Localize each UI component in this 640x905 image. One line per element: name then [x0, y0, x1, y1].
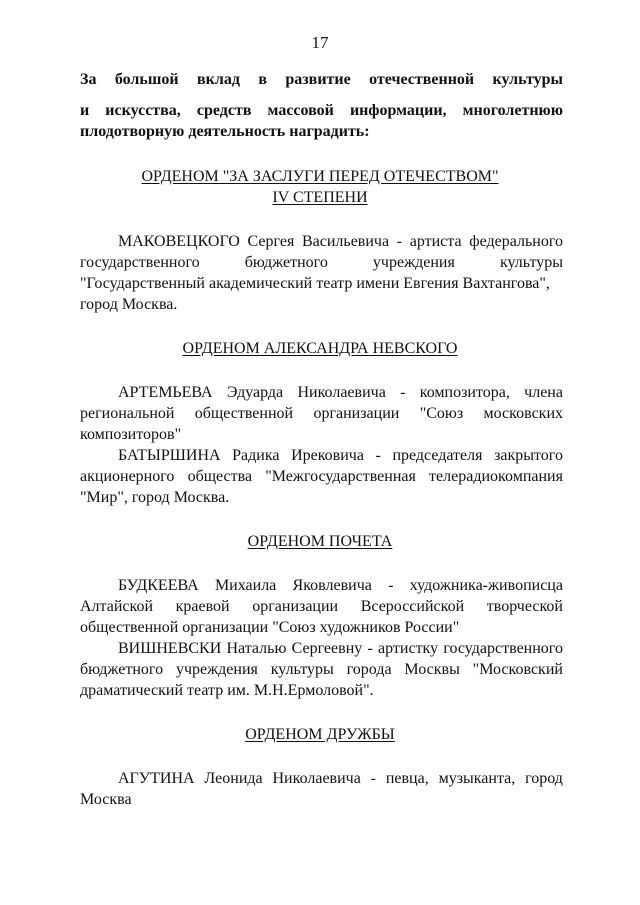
award-entry-line — [80, 598, 563, 616]
word: закрытого — [494, 447, 563, 464]
award-entry-line: "Государственный академический театр имени Евгения Вахтангова", — [80, 275, 550, 292]
word: информации, — [349, 102, 447, 119]
word: вклад — [196, 71, 240, 88]
word: Сергеевну — [291, 640, 363, 657]
award-entry-line — [118, 640, 563, 658]
word: "Московский — [472, 661, 563, 678]
award-entry-line: город Москва. — [80, 296, 178, 313]
word: и — [80, 102, 90, 119]
award-entry-line — [118, 577, 563, 595]
award-entry-line — [80, 468, 563, 486]
word: общественной — [194, 405, 294, 422]
award-entry-line: драматический театр им. М.Н.Ермоловой". — [80, 682, 374, 699]
word: художника-живописца — [409, 577, 563, 594]
word: Ирековича — [291, 447, 364, 464]
word: организации — [313, 405, 400, 422]
word: города — [346, 661, 392, 678]
award-entry-line — [80, 254, 563, 272]
word: АГУТИНА — [118, 770, 195, 787]
word: БУДКЕЕВА — [118, 577, 199, 594]
word: телерадиокомпания — [429, 468, 563, 485]
word: певца, — [385, 770, 429, 787]
word: Сергея — [247, 233, 295, 250]
word: культуры — [499, 254, 563, 271]
section-heading-alexander-nevsky: ОРДЕНОМ АЛЕКСАНДРА НЕВСКОГО — [182, 340, 458, 357]
word: музыканта, — [438, 770, 516, 787]
word: большой — [114, 71, 179, 88]
page-number: 17 — [311, 33, 329, 52]
word: город — [525, 770, 563, 787]
word: общества — [187, 468, 253, 485]
section-heading-honor: ОРДЕНОМ ПОЧЕТА — [247, 533, 393, 550]
word: организации — [252, 598, 339, 615]
word: композитора, — [419, 384, 510, 401]
word: массовой — [267, 102, 334, 119]
word: многолетнюю — [462, 102, 563, 119]
award-entry-line — [80, 661, 563, 679]
word: Алтайской — [80, 598, 154, 615]
word: бюджетного — [80, 661, 164, 678]
word: акционерного — [80, 468, 175, 485]
word: развитие — [285, 71, 351, 88]
word: За — [80, 71, 97, 88]
word: московских — [483, 405, 563, 422]
word: "Межгосударственная — [265, 468, 416, 485]
intro-line-3: плодотворную деятельность наградить: — [80, 123, 370, 140]
award-entry-line: композиторов" — [80, 426, 182, 443]
award-entry-line — [118, 384, 563, 402]
word: АРТЕМЬЕВА — [118, 384, 213, 401]
word: Москвы — [404, 661, 460, 678]
word: МАКОВЕЦКОГО — [118, 233, 240, 250]
word: - — [375, 447, 381, 464]
award-entry-line: "Мир", город Москва. — [80, 489, 230, 506]
word: - — [388, 577, 394, 594]
award-entry-line: Москва — [80, 791, 132, 808]
word: бюджетного — [244, 254, 328, 271]
word: артиста — [409, 233, 462, 250]
word: артистку — [378, 640, 439, 657]
word: Наталью — [226, 640, 287, 657]
word: Михаила — [214, 577, 277, 594]
word: Всероссийской — [360, 598, 465, 615]
word: краевой — [175, 598, 230, 615]
word: Николаевича — [297, 384, 386, 401]
word: "Союз — [419, 405, 464, 422]
word: Леонида — [204, 770, 263, 787]
word: средств — [196, 102, 252, 119]
word: - — [370, 770, 376, 787]
word: государственного — [443, 640, 563, 657]
word: - — [396, 233, 403, 250]
word: Николаевича — [272, 770, 361, 787]
word: Васильевича — [301, 233, 390, 250]
section-heading-degree: IV СТЕПЕНИ — [272, 189, 368, 206]
award-entry-line — [118, 233, 563, 251]
word: члена — [524, 384, 563, 401]
word: - — [367, 640, 373, 657]
word: председателя — [392, 447, 483, 464]
word: отечественной — [369, 71, 475, 88]
word: культуры — [492, 71, 563, 88]
word: в — [258, 71, 267, 88]
word: Эдуарда — [226, 384, 284, 401]
word: культуры — [270, 661, 334, 678]
word: творческой — [486, 598, 563, 615]
section-heading-merit-to-fatherland: ОРДЕНОМ "ЗА ЗАСЛУГИ ПЕРЕД ОТЕЧЕСТВОМ" — [141, 168, 499, 185]
word: - — [400, 384, 406, 401]
intro-line-2 — [80, 102, 563, 120]
word: региональной — [80, 405, 175, 422]
word: федерального — [469, 233, 563, 250]
award-entry-line — [118, 447, 563, 465]
award-entry-line — [118, 770, 563, 788]
word: Яковлевича — [292, 577, 372, 594]
award-entry-line — [80, 405, 563, 423]
word: учреждения — [175, 661, 258, 678]
word: Радика — [232, 447, 280, 464]
section-heading-friendship: ОРДЕНОМ ДРУЖБЫ — [245, 726, 395, 743]
word: учреждения — [372, 254, 455, 271]
word: государственного — [80, 254, 200, 271]
word: искусства, — [105, 102, 181, 119]
intro-line-1 — [80, 71, 563, 89]
word: БАТЫРШИНА — [118, 447, 221, 464]
award-entry-line: общественной организации "Союз художников России" — [80, 619, 460, 636]
word: ВИШНЕВСКИ — [118, 640, 222, 657]
